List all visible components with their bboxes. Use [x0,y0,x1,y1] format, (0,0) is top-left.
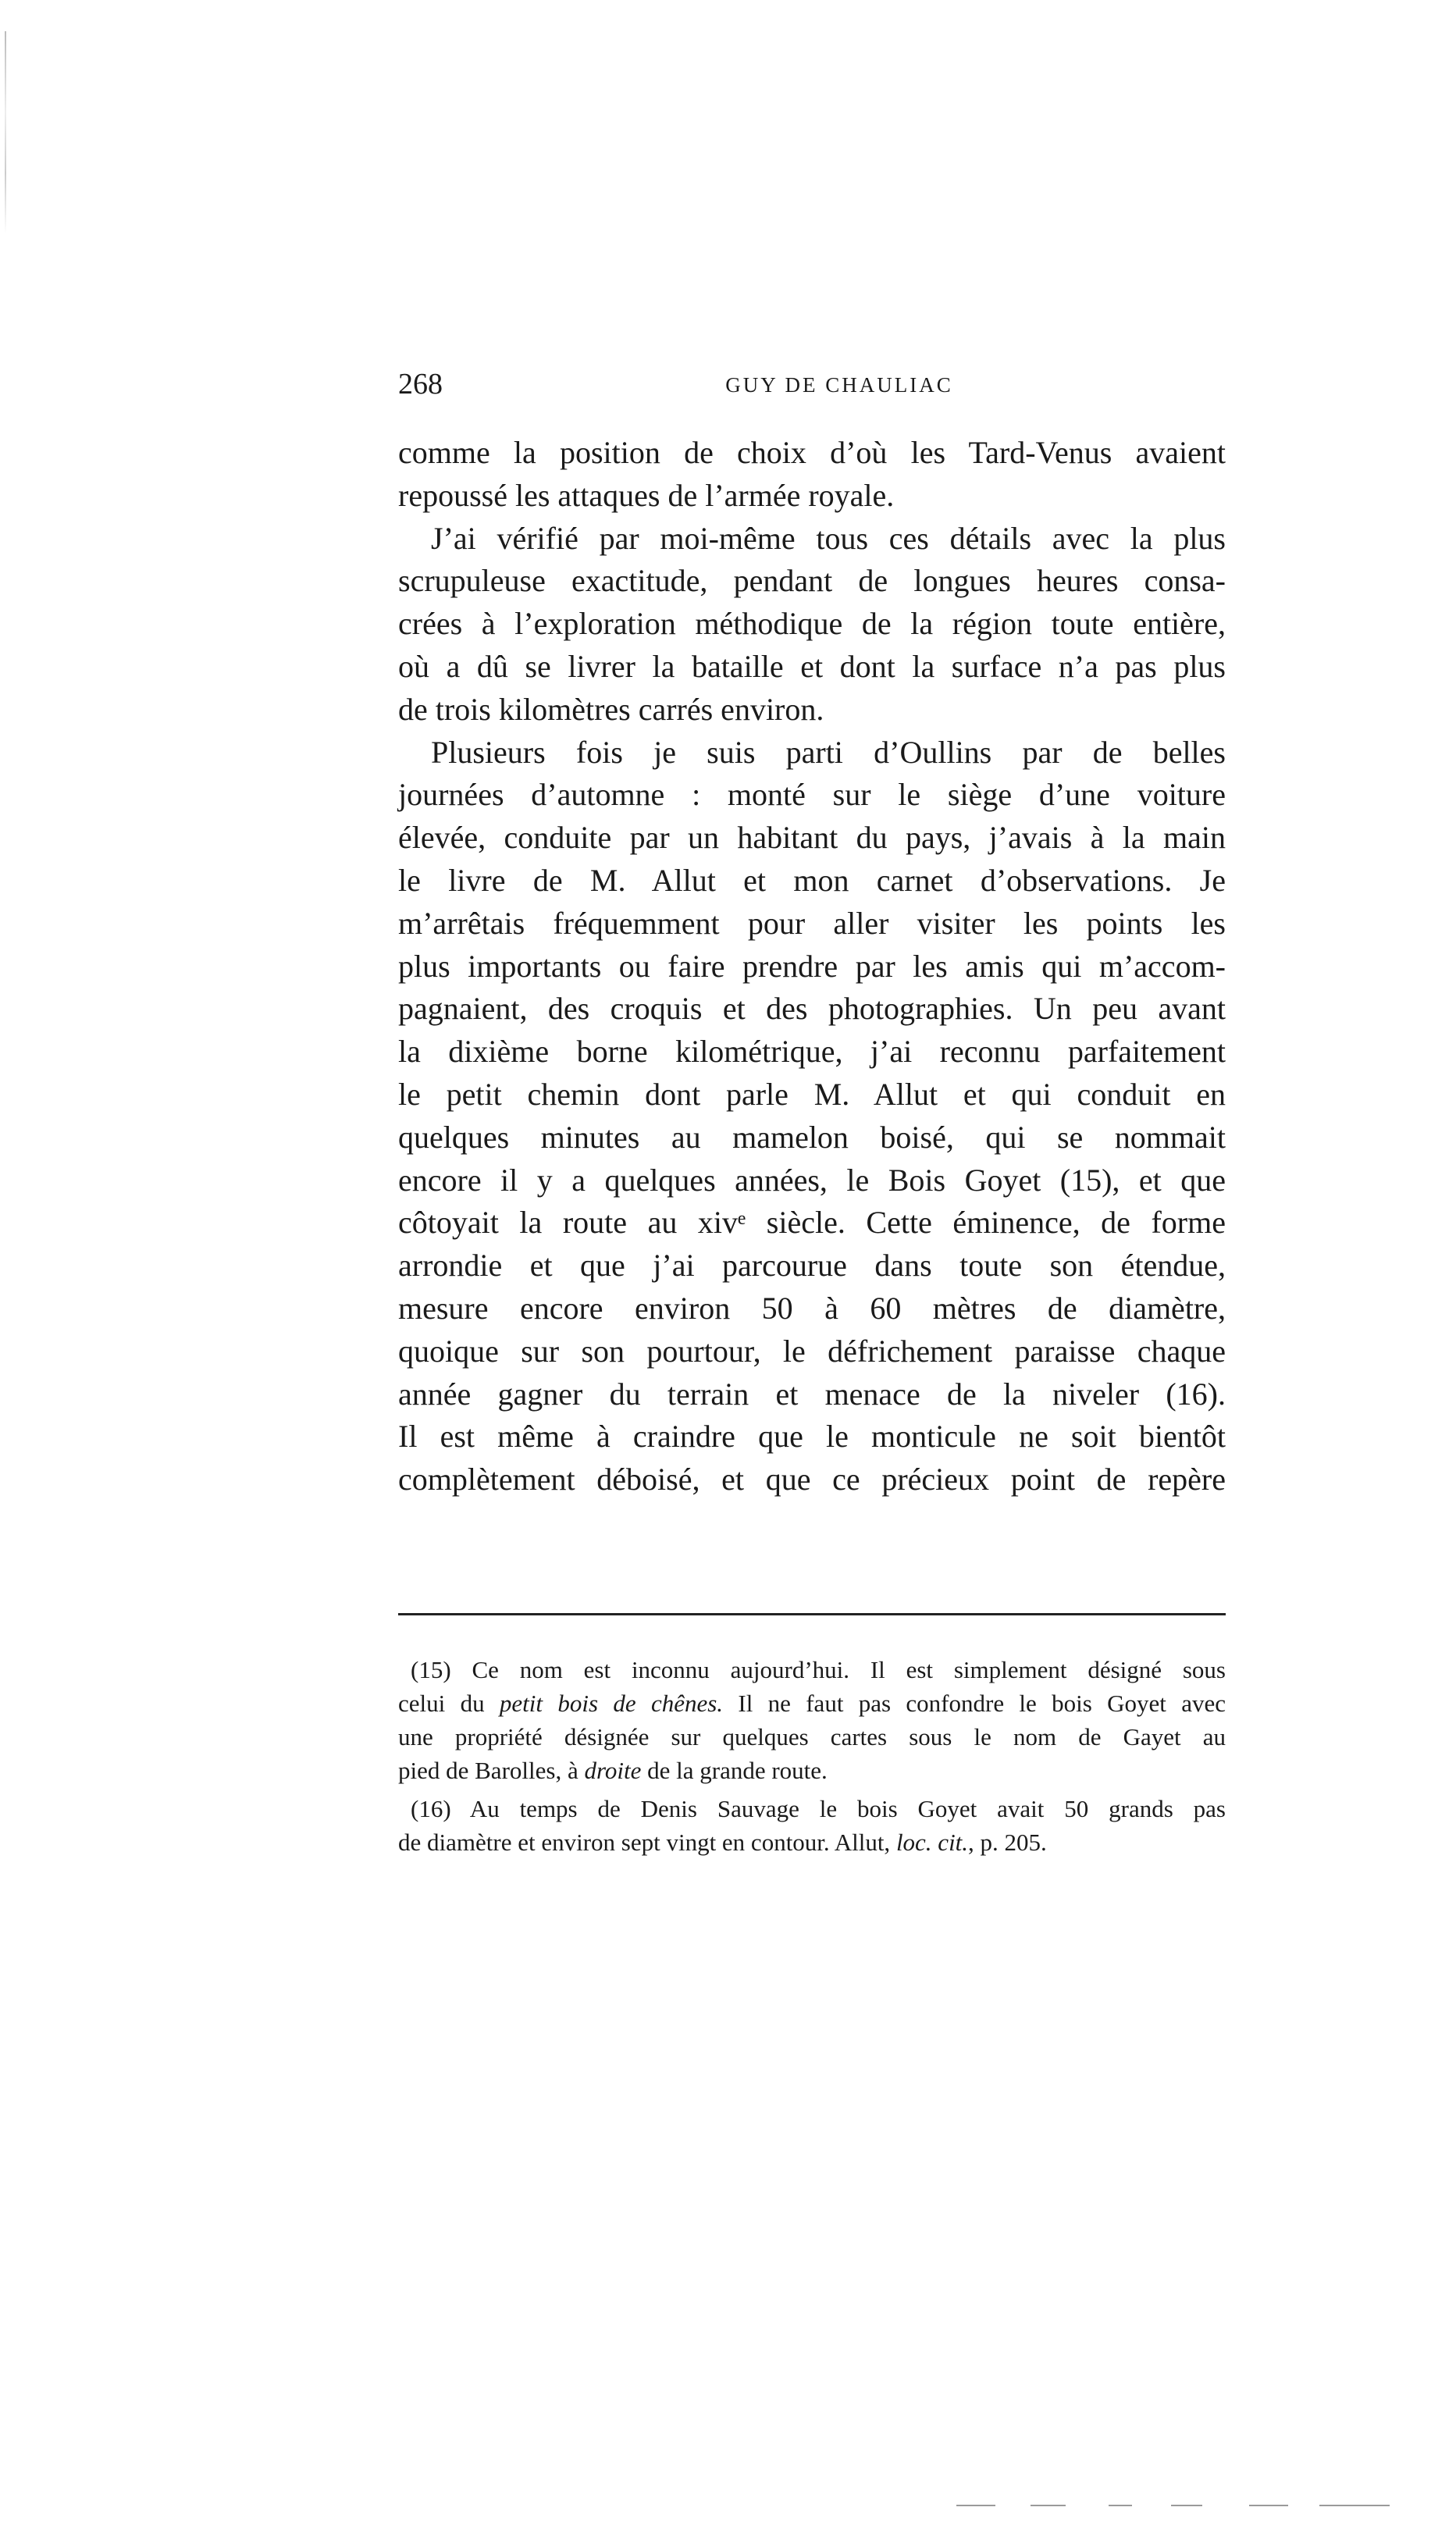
footnote-line [398,1754,1226,1787]
footnote-italic-text: droite [584,1757,642,1784]
scan-bottom-artifact [1319,2505,1390,2506]
body-line: crées à l’exploration méthodique de la région toute entière, [398,606,1226,642]
footnote-text: celui du [398,1690,500,1717]
body-line: complètement déboisé, et que ce précieux point de repère [398,1462,1226,1498]
body-line: où a dû se livrer la bataille et dont la surface n’a pas plus [398,648,1226,684]
body-line: arrondie et que j’ai parcourue dans toute son étendue, [398,1248,1226,1284]
footnote-rule [398,1613,1226,1615]
scan-bottom-artifact [1171,2505,1202,2506]
footnote-15 [398,1653,1226,1787]
body-line: le livre de M. Allut et mon carnet d’observations. Je [398,862,1226,898]
body-line: de trois kilomètres carrés environ. [398,691,824,727]
scan-bottom-artifact [1109,2505,1132,2506]
footnote-text: de diamètre et environ sept vingt en contour. Allut, [398,1829,896,1856]
body-line: la dixième borne kilométrique, j’ai reconnu parfaitement [398,1034,1226,1070]
scan-bottom-artifact [1031,2505,1066,2506]
body-line: repoussé les attaques de l’armée royale. [398,477,895,513]
footnote-line [398,1686,1226,1720]
body-line: élevée, conduite par un habitant du pays, j’avais à la main [398,820,1226,856]
body-line: plus importants ou faire prendre par les amis qui m’accom- [398,948,1226,984]
running-head [398,367,1226,406]
body-line: quelques minutes au mamelon boisé, qui se nommait [398,1119,1226,1155]
running-title: GUY DE CHAULIAC [725,373,953,397]
footnote-line [398,1825,1226,1859]
body-line: Plusieurs fois je suis parti d’Oullins par de belles [431,734,1226,770]
body-line: journées d’automne : monté sur le siège d’une voiture [398,777,1226,813]
footnote-line: (16) Au temps de Denis Sauvage le bois Goyet avait 50 grands pas [411,1795,1226,1822]
page-number: 268 [398,368,443,401]
footnote-italic-text: petit bois de chênes. [499,1690,724,1717]
body-line: côtoyait la route au xivᵉ siècle. Cette éminence, de forme [398,1205,1226,1241]
body-line: le petit chemin dont parle M. Allut et qui conduit en [398,1076,1226,1112]
body-line: mesure encore environ 50 à 60 mètres de diamètre, [398,1290,1226,1326]
body-line: pagnaient, des croquis et des photographies. Un peu avant [398,991,1226,1027]
footnote-line: (15) Ce nom est inconnu aujourd’hui. Il est simplement désigné sous [411,1656,1226,1683]
body-line: J’ai vérifié par moi-même tous ces détails avec la plus [431,520,1226,556]
scan-bottom-artifact [1249,2505,1288,2506]
scan-edge-artifact [5,31,6,234]
footnote-text: pied de Barolles, à [398,1757,585,1784]
body-line: comme la position de choix d’où les Tard-Venus avaient [398,435,1226,470]
footnote-italic-text: loc. cit. [895,1829,969,1856]
body-line: scrupuleuse exactitude, pendant de longues heures consa- [398,563,1226,599]
body-line: Il est même à craindre que le monticule ne soit bientôt [398,1419,1226,1455]
footnote-text: de la grande route. [641,1757,828,1784]
footnote-16 [398,1792,1226,1859]
body-line: encore il y a quelques années, le Bois Goyet (15), et que [398,1162,1226,1198]
scan-bottom-artifact [956,2505,995,2506]
footnote-text: Il ne faut pas confondre le bois Goyet avec [723,1690,1226,1717]
footnotes [398,1653,1226,1859]
body-line: année gagner du terrain et menace de la niveler (16). [398,1376,1226,1412]
footnote-text: , p. 205. [968,1829,1047,1856]
footnote-line: une propriété désignée sur quelques cartes sous le nom de Gayet au [398,1723,1226,1750]
body-text [398,432,1226,1501]
body-line: m’arrêtais fréquemment pour aller visiter les points les [398,905,1226,941]
body-line: quoique sur son pourtour, le défrichement paraisse chaque [398,1333,1226,1369]
